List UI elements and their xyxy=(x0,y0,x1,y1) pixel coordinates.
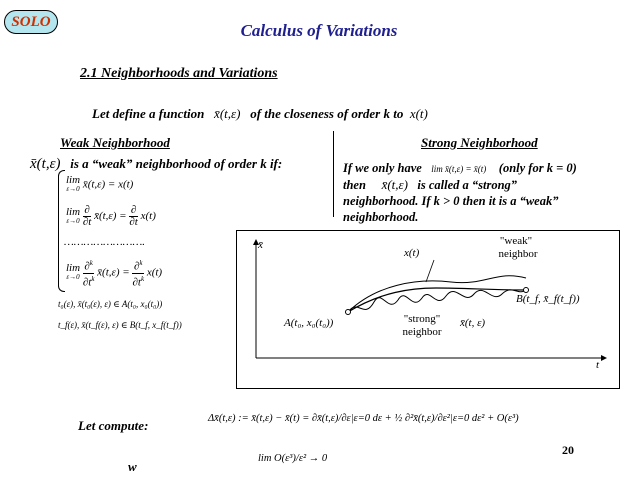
weak-label-line-1: "weak" xyxy=(499,235,533,247)
lim-symbol: lim ε→0 xyxy=(66,262,81,282)
weak-label-line-2: neighbor xyxy=(498,248,538,260)
condition-3-text: x̄(t,ε) = xyxy=(97,266,133,279)
limit-expression: lim O(ε³)/ε² → 0 xyxy=(258,453,328,464)
x-axis-label: t xyxy=(596,359,600,371)
partial-frac: $\frac{\partial^k}{\partial t^k}$ xyxy=(82,259,95,289)
weak-heading: Weak Neighborhood xyxy=(60,135,170,150)
weak-def-text: is a “weak” neighborhood of order k if: xyxy=(70,156,283,171)
intro-target: x(t) xyxy=(409,106,428,121)
intro-prefix: Let define a function xyxy=(92,106,205,121)
strong-label-line-1: "strong" xyxy=(403,313,441,325)
strong-line-4: neighborhood. xyxy=(343,210,419,224)
column-divider xyxy=(333,131,334,217)
curve-label: x(t) xyxy=(404,247,420,259)
boundary-a-condition: t₀(ε), x̄(t₀(ε), ε) ∈ A(t₀, x₀(t₀)) xyxy=(58,299,163,309)
strong-line-3: neighborhood. If k > 0 then it is a “weak” xyxy=(343,194,559,208)
strong-line-1: If we only have lim x̄(t,ε) = x̄(t) (only for k = 0) xyxy=(343,161,577,175)
condition-1 xyxy=(66,176,133,194)
taylor-expansion: Δx̄(t,ε) := x̄(t,ε) − x̄(t) = ∂x̄(t,ε)/∂ε|ε=0 dε + ½ ∂²x̄(t,ε)/∂ε²|ε=0 dε² + O(ε³) xyxy=(208,413,519,424)
lim-symbol: lim ε→0 xyxy=(66,205,81,225)
point-b-label: B(t_f, x̄_f(t_f)) xyxy=(516,293,580,305)
strong-limit-math: lim x̄(t,ε) = x̄(t) xyxy=(431,164,487,174)
curve-pointer xyxy=(426,260,434,282)
partial-frac: $\frac{\partial}{\partial t}$ xyxy=(82,204,92,228)
solo-badge: SOLO xyxy=(4,10,58,34)
page-title: Calculus of Variations xyxy=(240,21,398,40)
intro-func: x̄(t,ε) xyxy=(214,106,241,121)
condition-3 xyxy=(66,258,162,288)
y-axis-label: x̄ xyxy=(258,239,263,251)
condition-2 xyxy=(66,205,156,228)
weak-definition xyxy=(30,156,282,173)
weak-neighbor-curve xyxy=(348,276,526,312)
partial-frac: $\frac{\partial}{\partial t}$ xyxy=(129,204,138,228)
compute-label: Let compute: xyxy=(78,418,149,433)
intro-middle: of the closeness of order k to xyxy=(250,106,404,121)
point-a-label: A(t₀, x₀(t₀)) xyxy=(284,317,334,329)
strong-heading: Strong Neighborhood xyxy=(421,135,538,150)
intro-line xyxy=(92,106,428,122)
strong-line-2: then x̄(t,ε) is called a “strong” xyxy=(343,177,518,192)
weak-def-math: x̄(t,ε) xyxy=(30,156,61,172)
page-number: 20 xyxy=(562,443,574,457)
neighborhood-diagram xyxy=(236,230,618,388)
perturbed-curve-label: x̄(t, ε) xyxy=(460,317,486,329)
condition-2-text: x̄(t,ε) = xyxy=(94,210,130,223)
condition-1-text: x̄(t,ε) = x(t) xyxy=(82,178,134,191)
strong-definition xyxy=(343,160,633,225)
partial-frac: $\frac{\partial^k}{\partial t^k}$ xyxy=(132,259,145,289)
lim-symbol: lim ε→0 xyxy=(66,174,81,193)
strong-def-math: x̄(t,ε) xyxy=(381,177,408,192)
point-b-marker xyxy=(524,288,529,293)
ellipsis-line: ……………………. xyxy=(64,236,145,248)
w-label: w xyxy=(128,459,137,474)
condition-3-rhs: x(t) xyxy=(146,266,163,279)
conditions-brace xyxy=(58,170,65,292)
section-heading: 2.1 Neighborhoods and Variations xyxy=(80,66,278,81)
point-a-marker xyxy=(346,310,351,315)
condition-2-rhs: x(t) xyxy=(140,210,156,223)
strong-label-line-2: neighbor xyxy=(402,326,442,338)
boundary-b-condition: t_f(ε), x̄(t_f(ε), ε) ∈ B(t_f, x_f(t_f)) xyxy=(58,320,182,330)
